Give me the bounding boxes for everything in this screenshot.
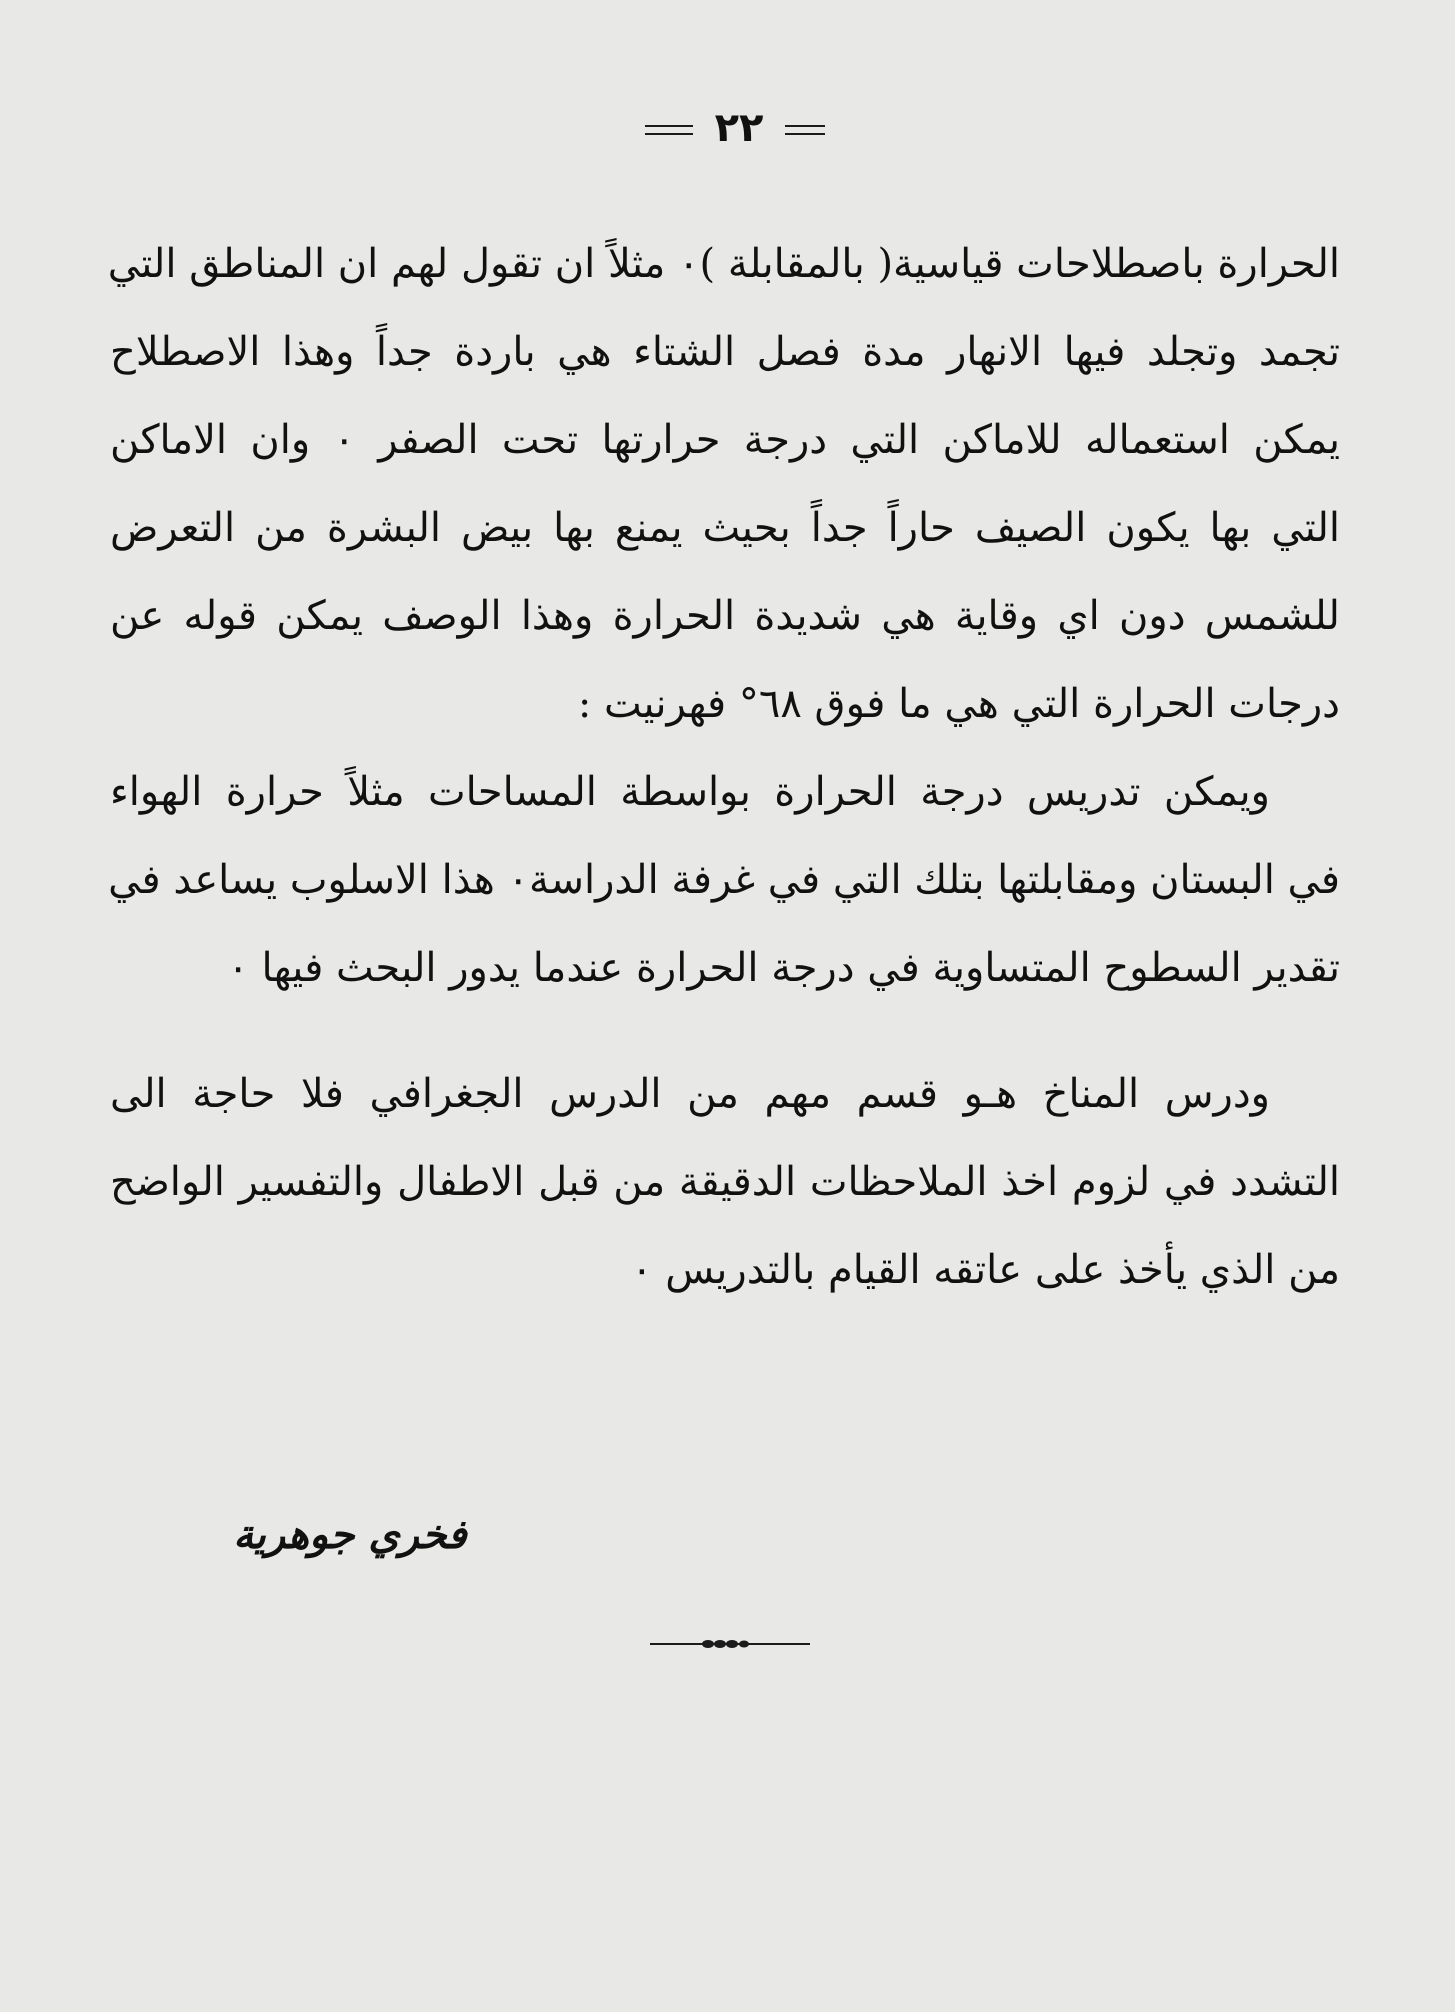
text-line: تقدير السطوح المتساوية في درجة الحرارة عندما يدور البحث فيها ٠: [227, 945, 1340, 991]
paragraph-3: [110, 1050, 1340, 1314]
text-line: التشدد في لزوم اخذ الملاحظات الدقيقة من قبل الاطفال والتفسير الواضح: [110, 1159, 1340, 1205]
body-text: [107, 220, 1341, 1314]
text-line: تجمد وتجلد فيها الانهار مدة فصل الشتاء هي باردة جداً وهذا الاصطلاح: [110, 329, 1340, 375]
ornament-divider: [650, 1634, 810, 1654]
header-rule-right: [785, 125, 825, 135]
paragraph-2: [110, 748, 1340, 1012]
text-line: التي بها يكون الصيف حاراً جداً بحيث يمنع بها بيض البشرة من التعرض: [110, 505, 1340, 551]
text-line: للشمس دون اي وقاية هي شديدة الحرارة وهذا الوصف يمكن قوله عن: [110, 593, 1340, 639]
text-line: الحرارة باصطلاحات قياسية( بالمقابلة )٠ مثلاً ان تقول لهم ان المناطق التي: [107, 241, 1340, 287]
text-line: يمكن استعماله للاماكن التي درجة حرارتها تحت الصفر ٠ وان الاماكن: [110, 417, 1341, 463]
page-number-header: [0, 98, 1455, 158]
text-line: من الذي يأخذ على عاتقه القيام بالتدريس ٠: [631, 1247, 1340, 1293]
text-line: في البستان ومقابلتها بتلك التي في غرفة الدراسة٠ هذا الاسلوب يساعد في: [108, 857, 1340, 903]
text-line: ودرس المناخ هـو قسم مهم من الدرس الجغرافي فلا حاجة الى: [110, 1071, 1270, 1117]
text-line: ويمكن تدريس درجة الحرارة بواسطة المساحات مثلاً حرارة الهواء: [110, 769, 1270, 815]
text-line: درجات الحرارة التي هي ما فوق ٦٨° فهرنيت :: [577, 681, 1340, 727]
page-number: ٢٢: [714, 105, 764, 151]
paragraph-1: [107, 220, 1341, 748]
author-signature: فخري جوهرية: [233, 1511, 467, 1558]
header-rule-left: [645, 125, 693, 135]
paragraph-gap: [110, 1012, 1340, 1050]
